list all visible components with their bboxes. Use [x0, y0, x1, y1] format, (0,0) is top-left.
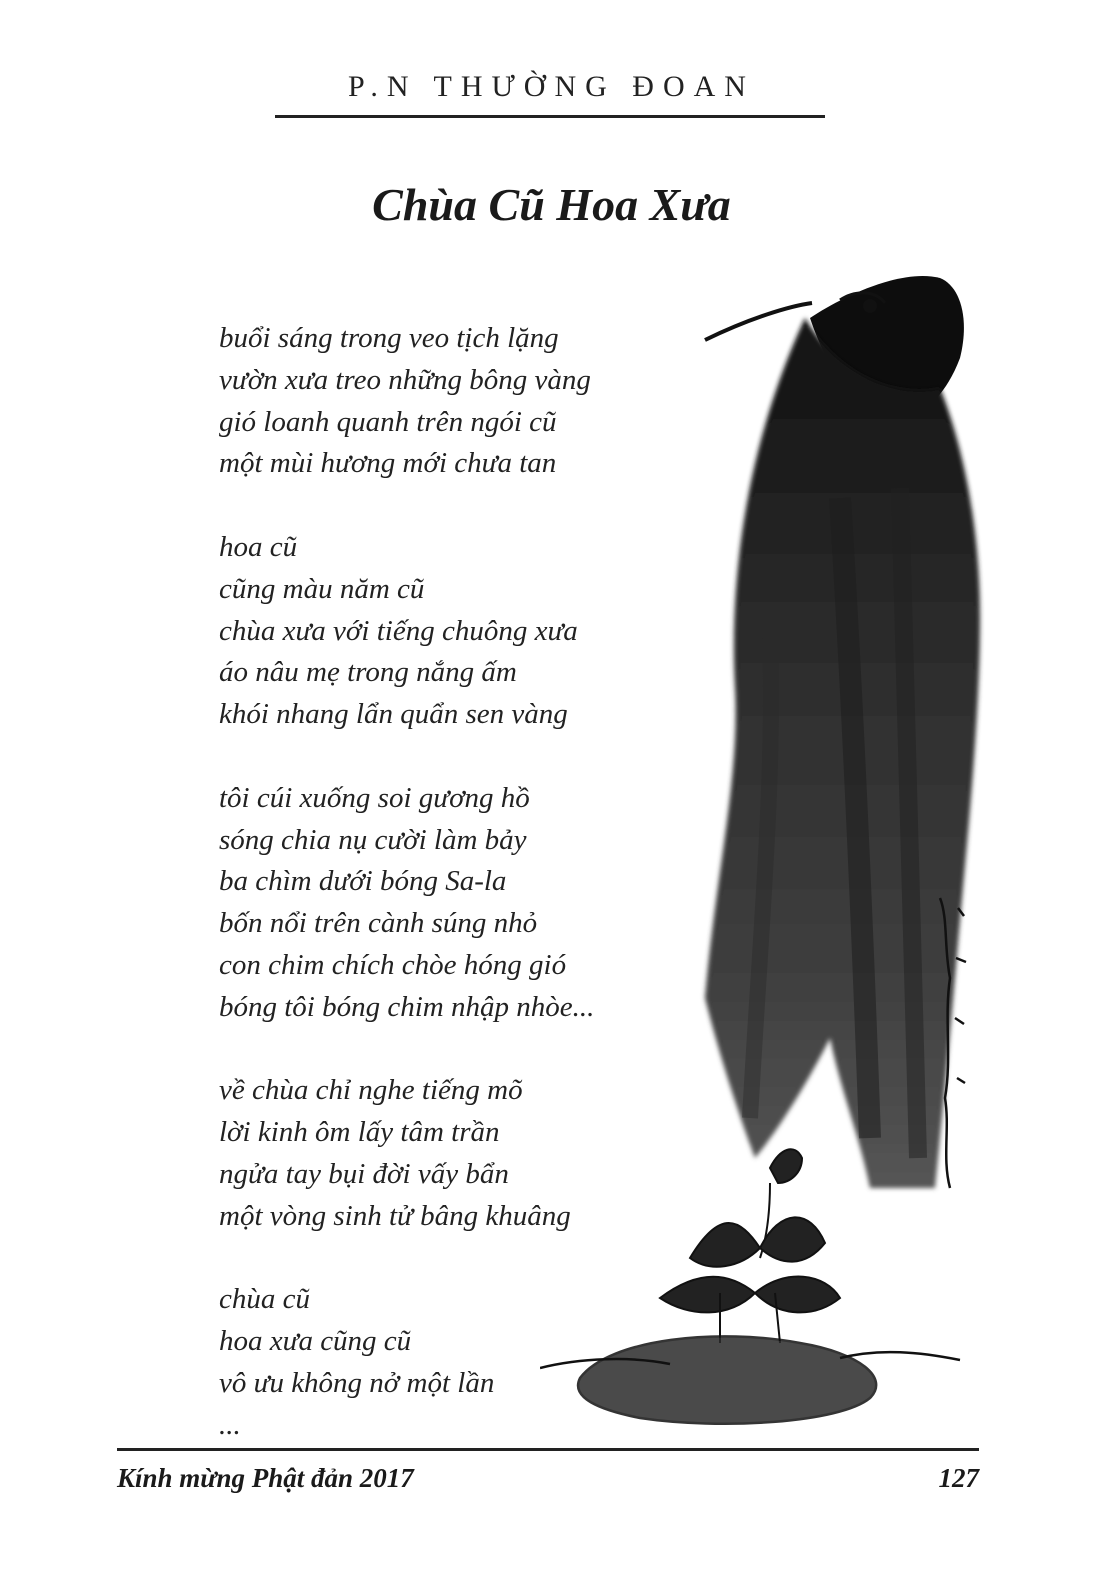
- poem-line: bốn nổi trên cành súng nhỏ: [219, 907, 538, 940]
- brush-stroke: [705, 303, 812, 340]
- stanza-4: [219, 1070, 689, 1237]
- poem-line: bóng tôi bóng chim nhập nhòe...: [219, 990, 595, 1023]
- header-divider: [275, 115, 825, 118]
- poem-line: gió loanh quanh trên ngói cũ: [219, 405, 557, 438]
- poem-line: hoa xưa cũng cũ: [219, 1325, 412, 1358]
- stanza-3: [219, 778, 689, 1029]
- poem-body: [219, 318, 689, 1447]
- poem-line: sóng chia nụ cười làm bảy: [219, 823, 527, 856]
- poem-line: lời kinh ôm lấy tâm trần: [219, 1116, 500, 1149]
- poem-line: một vòng sinh tử bâng khuâng: [219, 1199, 571, 1232]
- footer-publication: Kính mừng Phật đản 2017: [117, 1463, 414, 1493]
- poem-line: tôi cúi xuống soi gương hồ: [219, 781, 530, 814]
- poem-line: chùa xưa với tiếng chuông xưa: [219, 614, 578, 647]
- poem-title: Chùa Cũ Hoa Xưa: [372, 179, 731, 230]
- poem-line: con chim chích chòe hóng gió: [219, 948, 567, 981]
- stanza-5: [219, 1279, 689, 1446]
- poem-line: ngửa tay bụi đời vấy bẩn: [219, 1157, 509, 1190]
- poem-line: ...: [219, 1408, 241, 1441]
- poem-line: chùa cũ: [219, 1283, 310, 1316]
- poem-line: khói nhang lẩn quẩn sen vàng: [219, 698, 568, 731]
- poem-line: cũng màu năm cũ: [219, 572, 425, 605]
- poem-line: một mùi hương mới chưa tan: [219, 447, 557, 480]
- poem-line: vô ưu không nở một lần: [219, 1366, 495, 1399]
- poem-line: ba chìm dưới bóng Sa-la: [219, 865, 507, 898]
- page-number: 127: [938, 1463, 979, 1493]
- poem-line: buổi sáng trong veo tịch lặng: [219, 322, 559, 354]
- poem-line: vườn xưa treo những bông vàng: [219, 363, 591, 396]
- poem-line: áo nâu mẹ trong nắng ấm: [219, 656, 517, 689]
- stanza-1: [219, 318, 689, 485]
- stanza-2: [219, 527, 689, 736]
- poem-line: về chùa chỉ nghe tiếng mõ: [219, 1074, 523, 1107]
- poem-line: hoa cũ: [219, 530, 298, 563]
- footer-divider: [117, 1448, 979, 1451]
- author-name: P.N THƯỜNG ĐOAN: [348, 70, 755, 103]
